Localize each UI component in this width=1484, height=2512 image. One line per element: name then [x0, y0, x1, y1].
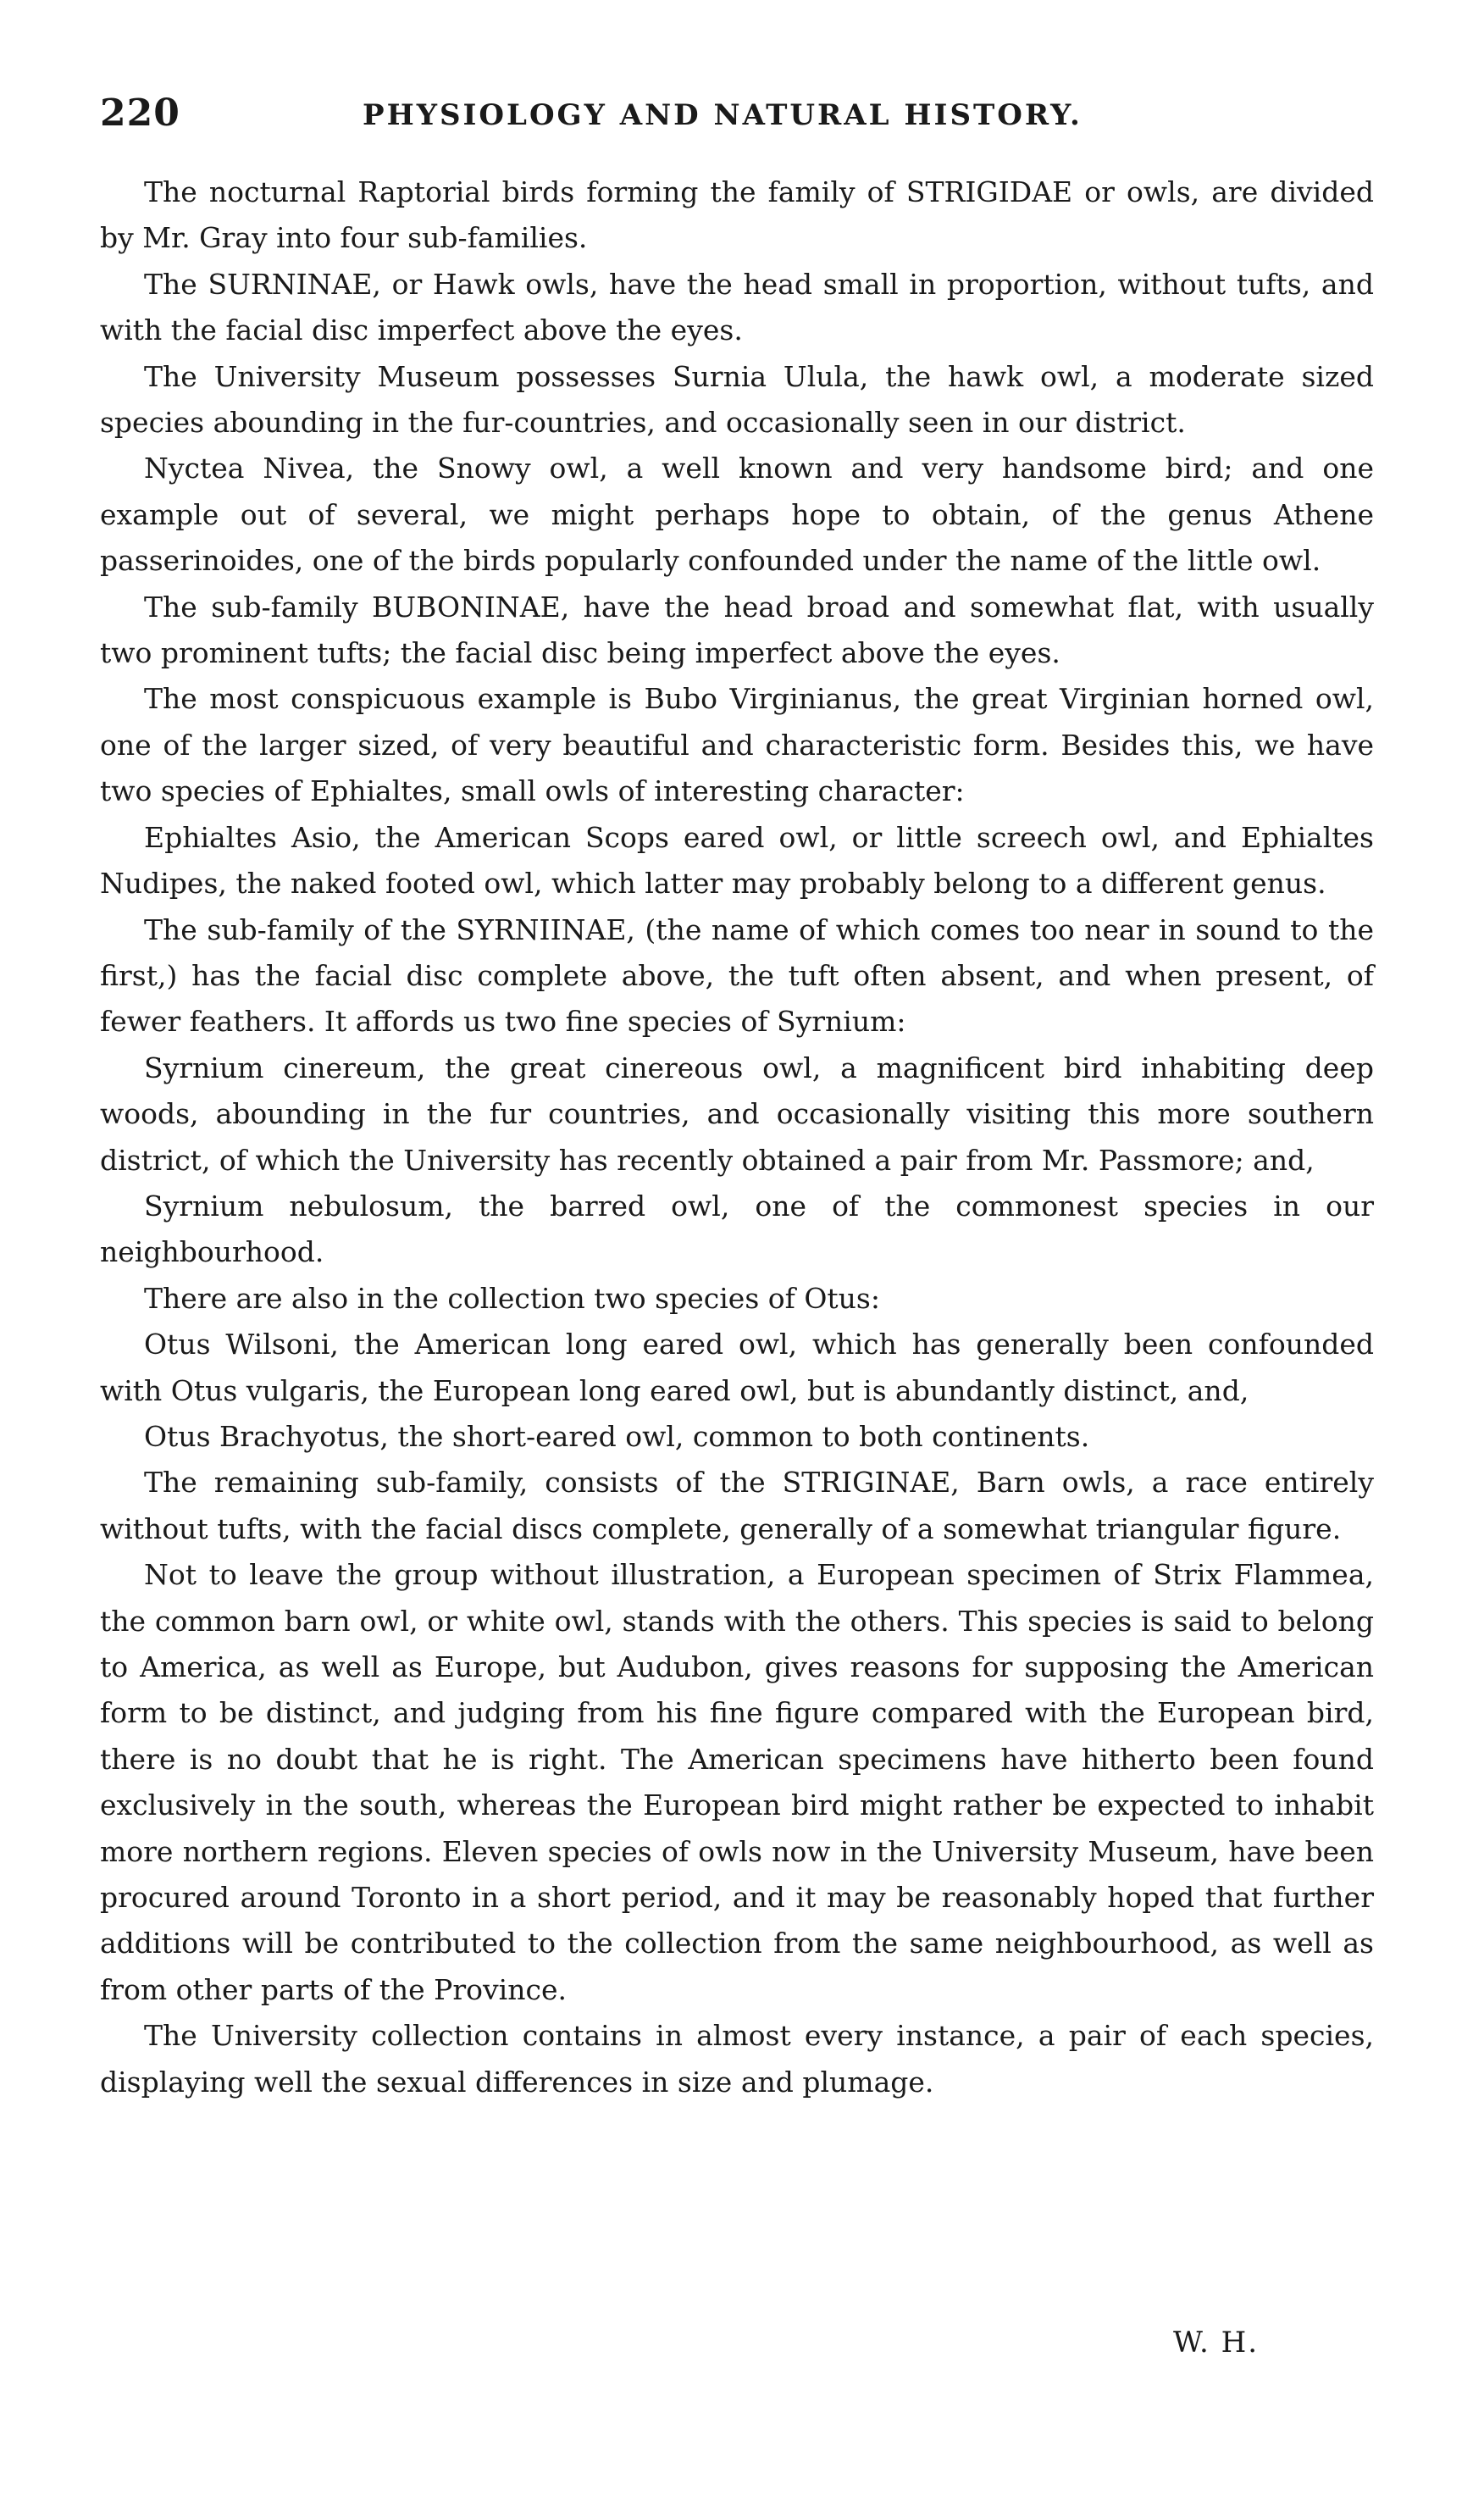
paragraph-otus-intro: There are also in the collection two species of Otus: — [144, 1281, 880, 1315]
page-header — [100, 91, 1374, 151]
paragraph-syrnium-nebulosum: Syrnium nebulosum, the barred owl, one of the commonest species in our neighbourhood. — [100, 1189, 1374, 1269]
paragraph-ephialtes: Ephialtes Asio, the American Scops eared owl, or little screech owl, and Ephialtes Nudipes, the naked footed owl, which latter may probably belong to a different genus. — [100, 820, 1374, 901]
paragraph-collection-summary: The University collection contains in almost every instance, a pair of each species, displaying well the sexual differences in size and plumage. — [100, 2019, 1374, 2099]
paragraph-nyctea-nivea: Nyctea Nivea, the Snowy owl, a well known and very handsome bird; and one example out of several, we might perhaps hope to obtain, of the genus Athene passerinoides, one of the birds popularly confounded under the name of the little owl. — [100, 452, 1374, 578]
author-signature: W. H. — [1173, 2326, 1260, 2360]
paragraph-syrnium-cinereum: Syrnium cinereum, the great cinereous owl, a magnificent bird inhabiting deep woods, abounding in the fur countries, and occasionally visiting this more southern district, of which the University has recently obtained a pair from Mr. Passmore; and, — [100, 1051, 1374, 1177]
paragraph-bubo-virginianus: The most conspicuous example is Bubo Virginianus, the great Virginian horned owl, one of the larger sized, of very beautiful and characteristic form. Besides this, we have two species of Ephialtes, small owls of interesting character: — [100, 682, 1374, 808]
article-body — [100, 169, 1374, 2105]
paragraph-otus-wilsoni: Otus Wilsoni, the American long eared owl, which has generally been confounded with Otus vulgaris, the European long eared owl, but is abundantly distinct, and, — [100, 1328, 1374, 1407]
running-head: PHYSIOLOGY AND NATURAL HISTORY. — [363, 98, 1083, 132]
paragraph-syrniinae: The sub-family of the SYRNIINAE, (the name of which comes too near in sound to the first,) has the facial disc complete above, the tuft often absent, and when present, of fewer feathers. It affords us two fine species of Syrnium: — [100, 912, 1374, 1039]
page-number: 220 — [100, 91, 180, 135]
paragraph-otus-brachyotus: Otus Brachyotus, the short-eared owl, common to both continents. — [144, 1419, 1090, 1453]
paragraph-strigidae-intro: The nocturnal Raptorial birds forming the family of STRIGIDAE or owls, are divided by Mr. Gray into four sub-families. — [100, 175, 1374, 255]
paragraph-surnia-ulula: The University Museum possesses Surnia Ulula, the hawk owl, a moderate sized species abounding in the fur-countries, and occasionally seen in our district. — [100, 359, 1374, 440]
paragraph-strix-flammea: Not to leave the group without illustration, a European specimen of Strix Flammea, the common barn owl, or white owl, stands with the others. This species is said to belong to America, as well as Europe, but Audubon, gives reasons for supposing the American form to be distinct, and judging from his fine figure compared with the European bird, there is no doubt that he is right. The American specimens have hitherto been found exclusively in the south, whereas the European bird might rather be expected to inhabit more northern regions. Eleven species of owls now in the University Museum, have been procured around Toronto in a short period, and it may be reasonably hoped that further additions will be contributed to the collection from the same neighbourhood, as well as from other parts of the Province. — [100, 1558, 1374, 2006]
paragraph-striginae: The remaining sub-family, consists of the STRIGINAE, Barn owls, a race entirely without tufts, with the facial discs complete, generally of a somewhat triangular figure. — [100, 1466, 1374, 1545]
paragraph-buboninae: The sub-family BUBONINAE, have the head broad and somewhat flat, with usually two prominent tufts; the facial disc being imperfect above the eyes. — [100, 590, 1374, 670]
paragraph-surninae: The SURNINAE, or Hawk owls, have the head small in proportion, without tufts, and with the facial disc imperfect above the eyes. — [100, 267, 1374, 347]
